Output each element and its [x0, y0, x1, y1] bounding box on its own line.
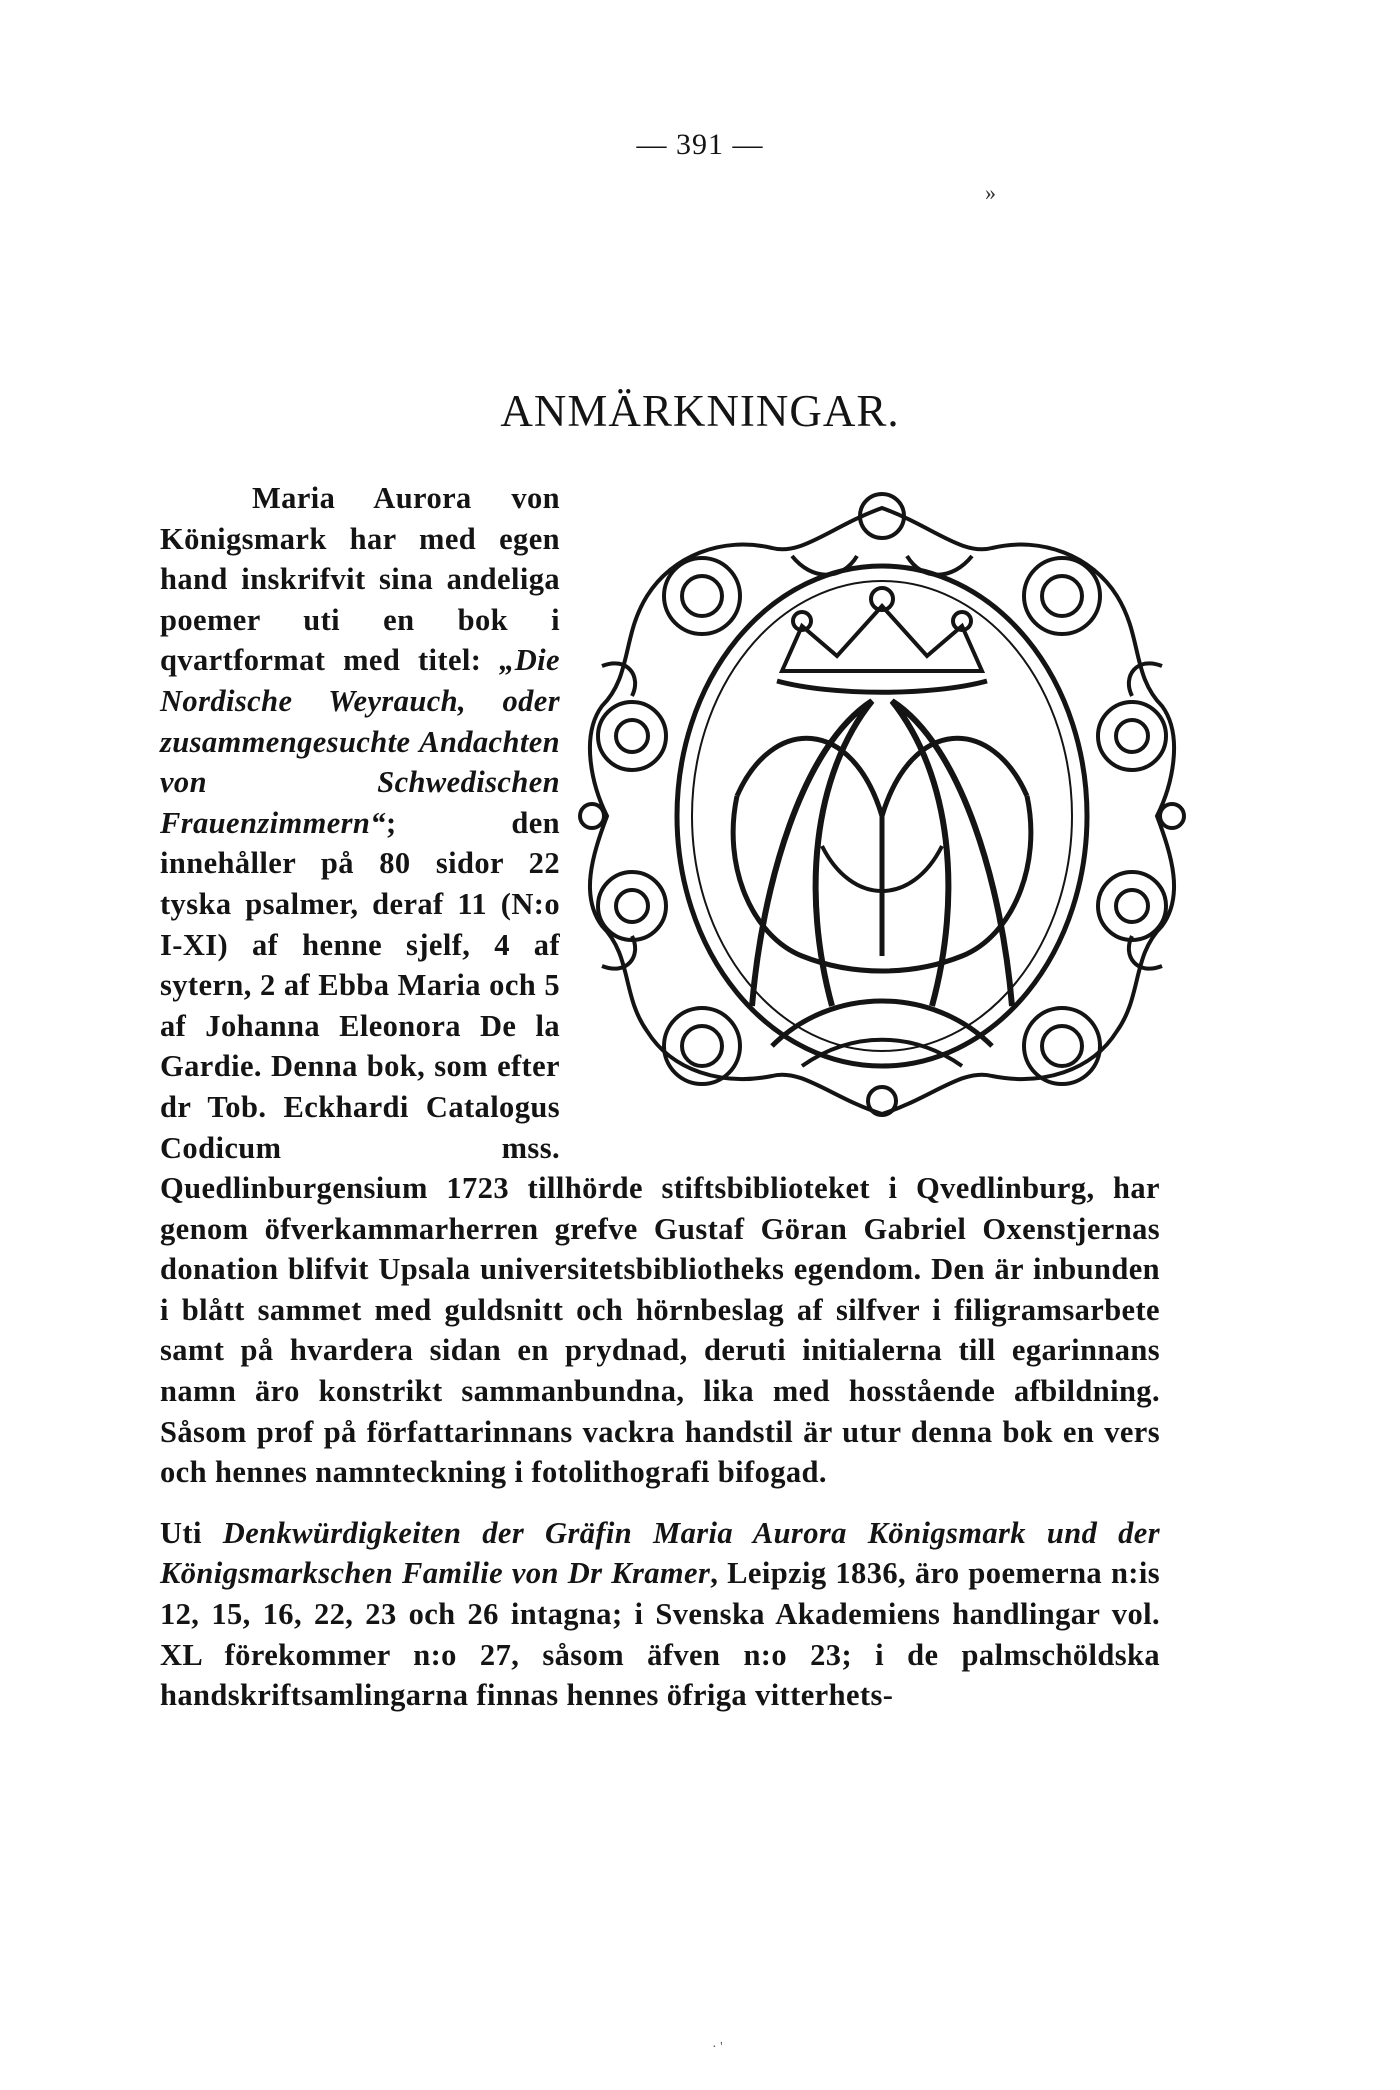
monogram-ornament	[572, 486, 1192, 1136]
page-heading: ANMÄRKNINGAR.	[500, 386, 900, 436]
page-number: — 391 —	[636, 128, 764, 161]
paragraph-1-text-a: har med egen hand inskrifvit sina andeliga poemer uti en bok i qvartformat med titel:	[160, 521, 560, 678]
book-title-german: „Die Nordische Weyrauch, oder zusammengesuchte Andachten von Schwedischen Frauenzimmern“	[160, 643, 560, 840]
paragraph-2	[160, 1513, 1160, 1716]
paragraph-2-text-b: , Leipzig 1836, äro poemerna n:is 12, 15, 16, 22, 23 och 26 intagna; i Svenska Akademiens handlingar vol. XL förekommer n:o 27, såsom äfven n:o 23; i de palmschöldska handskriftsamlingarna finnas hennes öfriga vitterhets-	[160, 1556, 1161, 1713]
tail-mark: · '	[712, 2040, 723, 2055]
paragraph-2-text-a: Uti	[160, 1515, 223, 1550]
body-text	[160, 478, 1160, 1716]
person-name: Maria Aurora von Königsmark	[160, 481, 560, 556]
paragraph-1-text-b: ; den innehåller på 80 sidor 22 tyska psalmer, deraf 11 (N:o I-XI) af henne sjelf, 4 af sytern, 2 af Ebba Maria och 5 af Johanna Eleonora De la Gardie. Denna bok, som efter dr Tob. Eckhardi Catalogus Codicum mss. Quedlinburgensium 1723 tillhörde stiftsbiblioteket i Qvedlinburg, har genom öfverkammarherren grefve Gustaf Göran Gabriel Oxenstjernas donation blifvit Upsala universitetsbibliotheks egendom. Den är inbunden i blått sammet med guldsnitt och hörnbeslag af silfver i filigramsarbete samt på hvardera sidan en prydnad, deruti initialerna till egarinnans namn äro konstrikt sammanbundna, lika med hosstående afbildning. Såsom prof på författarinnans vackra handstil är utur denna bok en vers och hennes namnteckning i fotolithografi bifogad.	[160, 805, 1160, 1490]
book-title-denkwuerdigkeiten: Denkwürdigkeiten der Gräfin Maria Aurora Königsmark und der Königsmarkschen Familie von Dr Kramer	[160, 1515, 1160, 1591]
stray-mark: »	[985, 180, 996, 205]
